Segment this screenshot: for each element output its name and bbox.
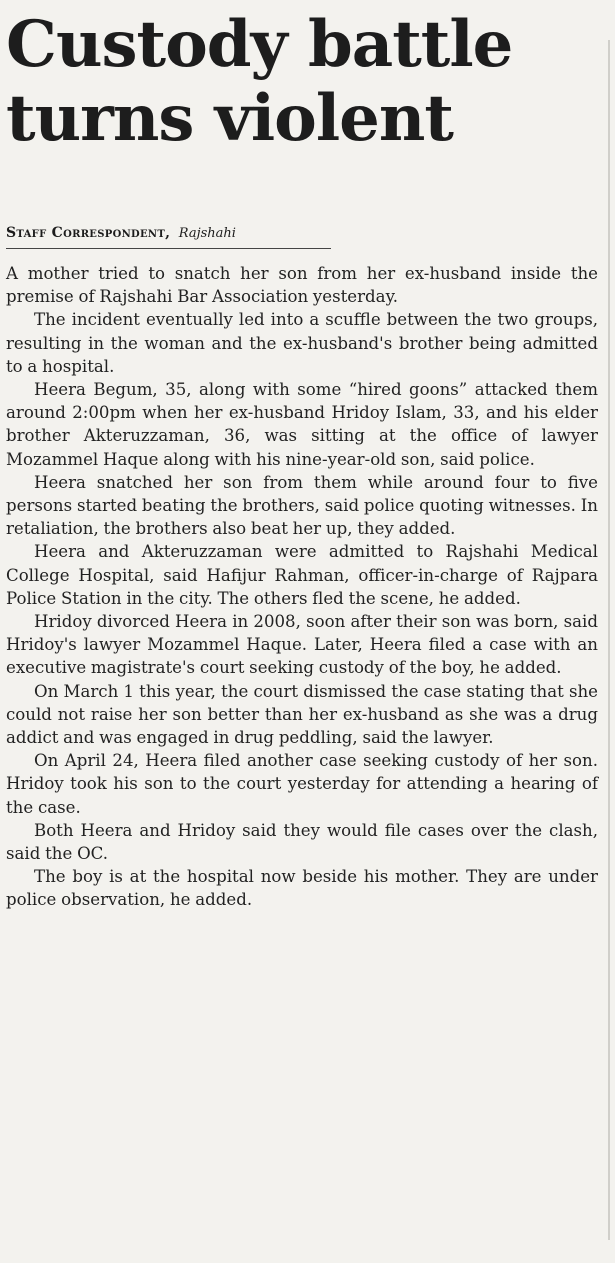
byline-correspondent: Staff Correspondent, bbox=[6, 225, 171, 241]
paragraph: On April 24, Heera filed another case seeking custody of her son. Hridoy took his son to the court yesterday for attending a hearing of the case. bbox=[6, 751, 598, 817]
paragraph: Heera and Akteruzzaman were admitted to Rajshahi Medical College Hospital, said Hafijur Rahman, officer-in-charge of Rajpara Police Station in the city. The others fled the scene, he added. bbox=[6, 542, 598, 608]
byline bbox=[6, 222, 331, 249]
paragraph: Heera Begum, 35, along with some “hired goons” attacked them around 2:00pm when her ex-husband Hridoy Islam, 33, and his elder brother Akteruzzaman, 36, was sitting at the office of lawyer Mozammel Haque along with his nine-year-old son, said police. bbox=[6, 380, 598, 469]
headline-line-2: turns violent bbox=[6, 81, 453, 156]
byline-location: Rajshahi bbox=[178, 226, 236, 241]
column-edge bbox=[608, 40, 610, 1240]
headline bbox=[6, 8, 611, 156]
paragraph: Heera snatched her son from them while around four to five persons started beating the brothers, said police quoting witnesses. In retaliation, the brothers also beat her up, they added. bbox=[6, 472, 598, 539]
paragraph: Hridoy divorced Heera in 2008, soon after their son was born, said Hridoy's lawyer Mozammel Haque. Later, Heera filed a case with an executive magistrate's court seeking custody of the boy, he added. bbox=[6, 612, 598, 678]
article-body bbox=[6, 262, 598, 912]
paragraph: On March 1 this year, the court dismissed the case stating that she could not raise her son better than her ex-husband as she was a drug addict and was engaged in drug peddling, said the lawyer. bbox=[6, 681, 598, 748]
paragraph: The boy is at the hospital now beside his mother. They are under police observation, he added. bbox=[6, 867, 598, 910]
paragraph: A mother tried to snatch her son from her ex-husband inside the premise of Rajshahi Bar Association yesterday. bbox=[6, 264, 598, 307]
paragraph: The incident eventually led into a scuffle between the two groups, resulting in the woman and the ex-husband's brother being admitted to a hospital. bbox=[6, 310, 598, 376]
paragraph: Both Heera and Hridoy said they would file cases over the clash, said the OC. bbox=[6, 820, 598, 864]
headline-line-1: Custody battle bbox=[6, 7, 513, 82]
